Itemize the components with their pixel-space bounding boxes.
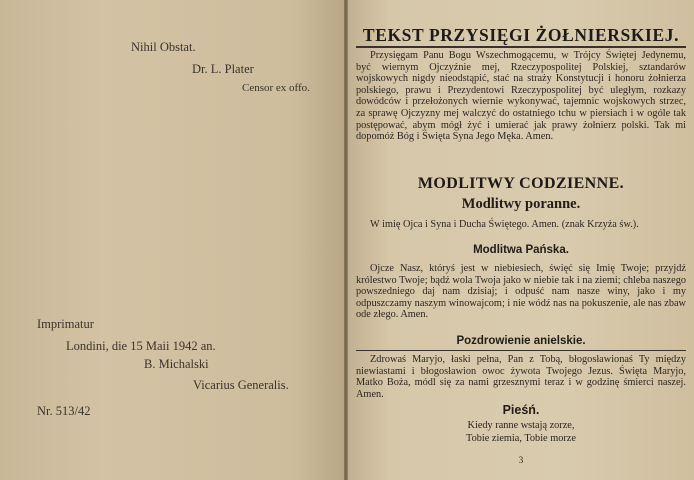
daily-prayers-title: MODLITWY CODZIENNE. [417, 175, 625, 192]
song-line-1: Kiedy ranne wstają zorze, [467, 420, 575, 431]
angelic-salutation-text: Zdrowaś Maryjo, łaski pełna, Pan z Tobą, błogosławionaś Ty między niewiastami i błogosławion owoc żywota Twojego Jezus. Święta Maryjo, Matko Boża, módl się za nami grzesznymi teraz i w godzinę śmierci naszej. Amen. [356, 354, 686, 400]
section-rule [356, 350, 686, 351]
vicar-title: Vicarius Generalis. [193, 378, 289, 392]
vicar-name: B. Michalski [144, 357, 209, 371]
page-number: 3 [518, 455, 524, 465]
morning-prayers-title: Modlitwy poranne. [461, 196, 581, 212]
title-rule [356, 46, 686, 48]
censor-name: Dr. L. Plater [192, 62, 254, 76]
reference-number: Nr. 513/42 [37, 404, 91, 418]
imprimatur: Imprimatur [37, 317, 94, 331]
right-page [348, 0, 694, 480]
place-date: Londini, die 15 Maii 1942 an. [66, 339, 216, 353]
lords-prayer-text: Ojcze Nasz, któryś jest w niebiesiech, święć się Imię Twoje; przyjdź królestwo Twoje; bądź wola Twoja jako w niebie tak i na ziemi; chleba naszego powszedniego daj nam dzisiaj; i odpuść nam nasze winy, jako i my odpuszczamy naszym winowajcom; i nie wódź nas na pokuszenie, ale nas zbaw ode złego. Amen. [356, 263, 686, 321]
song-line-2: Tobie ziemia, Tobie morze [466, 433, 576, 444]
oath-text: Przysięgam Panu Bogu Wszechmogącemu, w Trójcy Świętej Jedynemu, być wiernym Ojczyźnie mej, Rzeczypospolitej Polskiej, sztandarów wojskowych nigdy nieodstąpić, stać na straży Konstytucji i honoru żołnierza polskiego, prawu i Prezydentowi Rzeczypospolitej być uległym, rozkazy dowódców i przełożonych wiernie wykonywać, tajemnic wojskowych strzec, za sprawę Ojczyzny mej walczyć do ostatniego tchu w piersiach i w ogóle tak postępować, abym mógł żyć i umierać jak prawy żołnierz polski. Tak mi dopomóż Bóg i Święta Syna Jego Męka. Amen. [356, 50, 686, 143]
song-title: Pieśń. [502, 403, 540, 417]
nihil-obstat: Nihil Obstat. [131, 40, 196, 54]
left-page [0, 0, 344, 480]
lords-prayer-title: Modlitwa Pańska. [473, 244, 569, 256]
censor-title: Censor ex offo. [242, 82, 310, 94]
oath-title: TEKST PRZYSIĘGI ŻOŁNIERSKIEJ. [362, 25, 680, 45]
morning-prayer-text: W imię Ojca i Syna i Ducha Świętego. Amen. (znak Krzyża św.). [370, 219, 639, 230]
angelic-salutation-title: Pozdrowienie anielskie. [456, 335, 586, 347]
